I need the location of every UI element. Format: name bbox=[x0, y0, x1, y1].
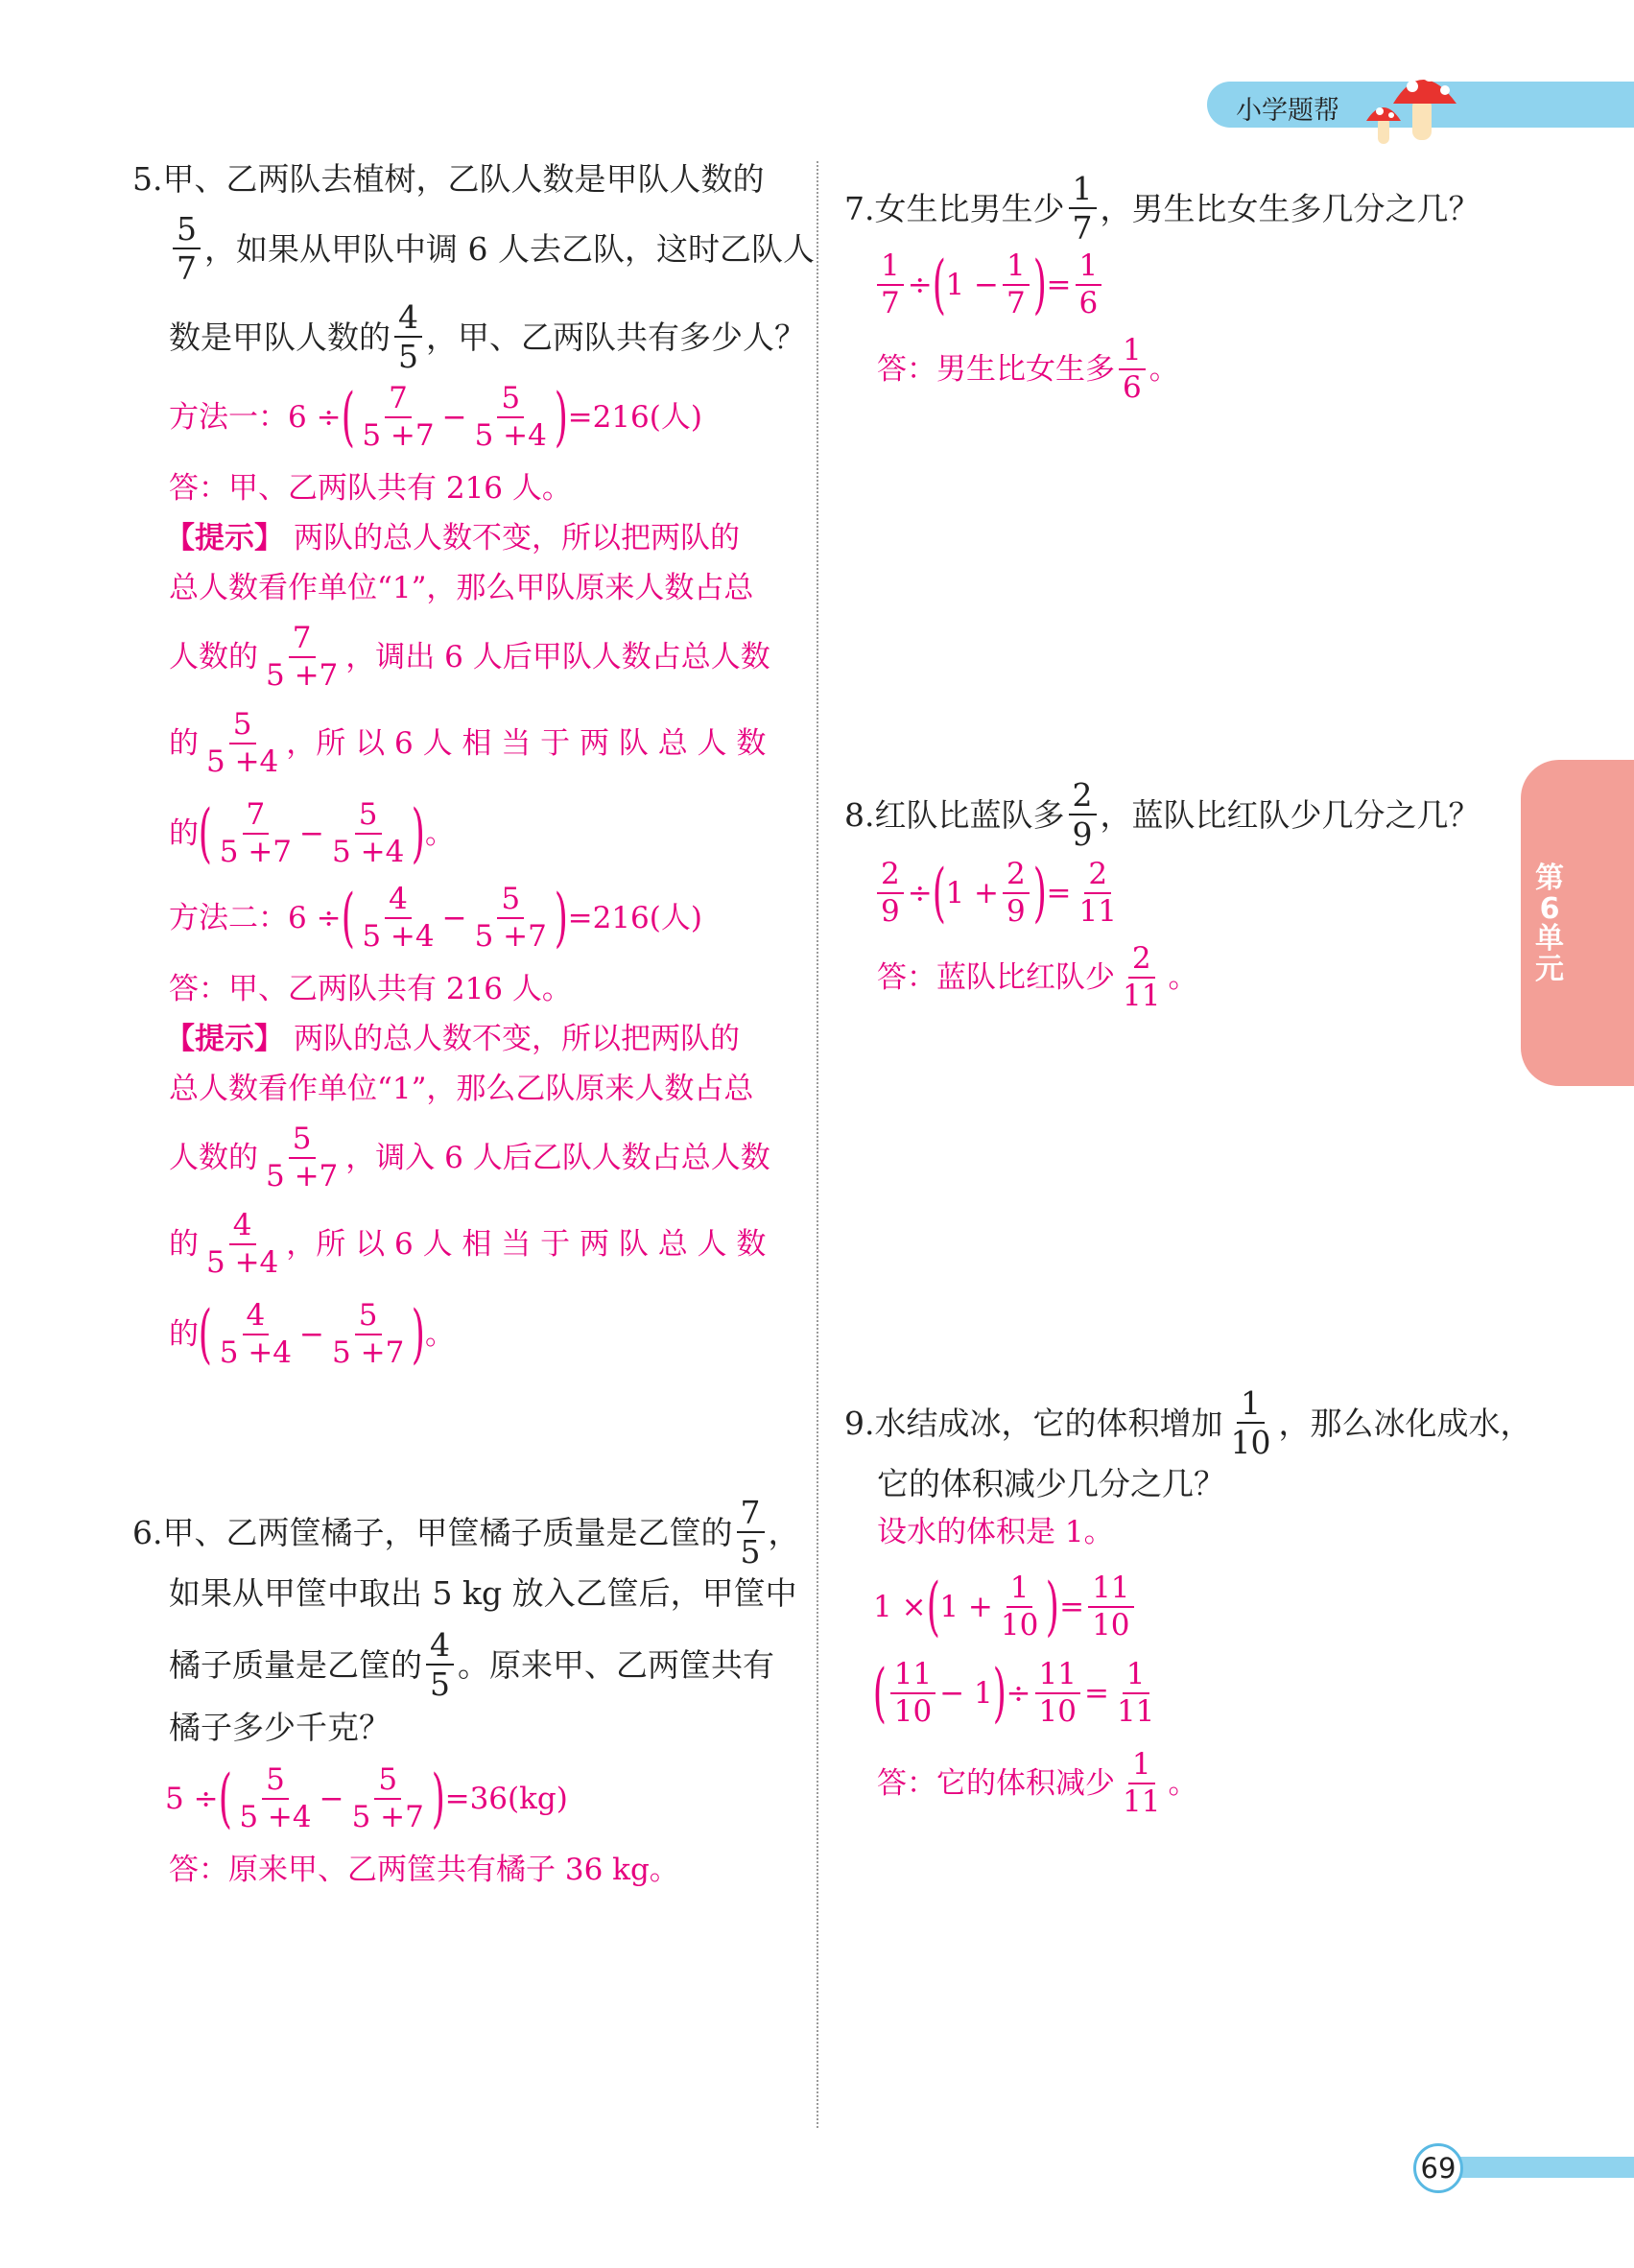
tip-text: 人数的 bbox=[169, 1140, 258, 1175]
fraction: $\frac{11}{10}$ bbox=[1088, 1573, 1133, 1641]
minus-sign: − bbox=[299, 1316, 325, 1352]
q6-calculation: 5 ÷ ( 5 5 +4 − $\frac{5}{5 +7}$ ) =36(kg) bbox=[165, 1761, 568, 1835]
fraction: 4 5 +4 bbox=[362, 882, 435, 954]
q8-calculation: $\frac{2}{9}$ ÷ ( 1 + $\frac{2}{9}$ ) = $\frac{2}{11}$ bbox=[873, 860, 1125, 927]
calc-text: 1 + bbox=[945, 875, 1000, 910]
tip-text: ，调入 6 人后乙队人数占总人数 bbox=[345, 1140, 770, 1175]
answer-text: 答：蓝队比红队少 bbox=[877, 959, 1115, 995]
q6-text: ， bbox=[768, 1513, 800, 1551]
fraction: $\frac{2}{11}$ bbox=[1078, 857, 1117, 929]
calc-text: 1 + bbox=[939, 1589, 993, 1624]
q9-line-1 bbox=[844, 1384, 1532, 1461]
q6-text: 如果从甲筐中取出 5 kg 放入乙筐后，甲筐中 bbox=[169, 1574, 797, 1612]
q7-line-1 bbox=[844, 170, 1480, 247]
answer-text: 答：甲、乙两队共有 216 人。 bbox=[169, 972, 572, 1006]
q5-line-2 bbox=[169, 210, 815, 287]
q6-text: 橘子质量是乙筐的 bbox=[169, 1645, 422, 1684]
tip-text: 人数的 bbox=[169, 639, 258, 674]
fraction: 1 7 bbox=[1069, 173, 1097, 244]
fraction: 7 5 +7 bbox=[219, 797, 293, 869]
fraction: 4 5 +4 bbox=[219, 1298, 293, 1370]
q5-tip1-line-3 bbox=[169, 621, 770, 693]
q6-answer bbox=[169, 1855, 679, 1885]
fraction: 5 5 +4 bbox=[239, 1762, 312, 1834]
q9-line-2 bbox=[877, 1465, 1225, 1502]
fraction: $\frac{1}{6}$ bbox=[1076, 251, 1102, 319]
operator: ÷ bbox=[1006, 1675, 1031, 1711]
tip-text: ，调出 6 人后甲队人数占总人数 bbox=[345, 639, 770, 674]
q7-text: ，男生比女生多几分之几？ bbox=[1100, 189, 1480, 227]
fraction: 2 11 bbox=[1123, 941, 1161, 1013]
operator: = bbox=[1046, 267, 1072, 302]
calc-text: 1 × bbox=[873, 1589, 927, 1624]
fraction: 5 7 bbox=[173, 213, 201, 284]
q8-text: 8.红队比蓝队多 bbox=[844, 795, 1065, 834]
method-label: 方法二：6 ÷ bbox=[169, 900, 342, 935]
fraction: $\frac{1}{11}$ bbox=[1116, 1657, 1155, 1729]
fraction: $\frac{2}{9}$ bbox=[1003, 860, 1030, 927]
fraction: $\frac{5}{5 +4}$ bbox=[474, 381, 547, 453]
method-label: 方法一：6 ÷ bbox=[169, 399, 342, 435]
q9-answer bbox=[877, 1747, 1198, 1819]
page-number: 69 bbox=[1413, 2143, 1463, 2193]
q9-calculation-1: 1 × ( 1 + $\frac{1}{10}$ ) = $\frac{11}{10}$ bbox=[873, 1573, 1138, 1641]
fraction: 7 5 bbox=[737, 1497, 765, 1568]
tip-text: 两队的总人数不变，所以把两队的 bbox=[294, 1022, 740, 1056]
q5-method2: 方法二：6 ÷ ( 4 5 +4 − $\frac{5}{5 +7}$ ) =216(人) bbox=[169, 881, 702, 955]
q5-answer-1 bbox=[169, 471, 572, 506]
setup-text: 设水的体积是 1。 bbox=[877, 1515, 1114, 1549]
fraction: $\frac{5}{5 +7}$ bbox=[474, 882, 547, 954]
answer-text: 答：甲、乙两队共有 216 人。 bbox=[169, 471, 572, 506]
fraction: $\frac{5}{5 +7}$ bbox=[351, 1762, 424, 1834]
q6-line-1 bbox=[132, 1494, 800, 1571]
result: =216(人) bbox=[567, 399, 702, 435]
fraction: 1 6 bbox=[1119, 336, 1146, 403]
q5-tip1-line-4 bbox=[169, 707, 767, 779]
q5-text: ，甲、乙两队共有多少人？ bbox=[426, 318, 806, 356]
q6-text: 橘子多少千克？ bbox=[169, 1709, 391, 1746]
q7-calculation: $\frac{1}{7}$ ÷ ( 1 − $\frac{1}{7}$ ) = $\frac{1}{6}$ bbox=[873, 251, 1105, 319]
fraction: 4 5 +4 bbox=[206, 1208, 279, 1280]
q5-text: 5.甲、乙两队去植树，乙队人数是甲队人数的 bbox=[132, 160, 765, 198]
fraction: 11 10 bbox=[890, 1660, 935, 1727]
period: 。 bbox=[425, 1316, 456, 1352]
q5-tip1-line-5: 的 ( 7 5 +7 − $\frac{5}{5 +4}$ ) 。 bbox=[169, 796, 456, 870]
q8-text: ，蓝队比红队少几分之几？ bbox=[1100, 795, 1480, 834]
calc-text: 1 − bbox=[945, 267, 1000, 302]
q5-method1: 方法一：6 ÷ ( 7 5 +7 − $\frac{5}{5 +4}$ ) =216(人) bbox=[169, 380, 702, 454]
operator: ÷ bbox=[907, 875, 933, 910]
fraction: 7 5 +7 bbox=[362, 381, 435, 453]
tip-text: 的 bbox=[169, 815, 199, 851]
answer-text: 。 bbox=[1168, 959, 1198, 995]
answer-text: 。 bbox=[1168, 1765, 1198, 1801]
q6-line-2 bbox=[169, 1574, 797, 1612]
fraction: 7 5 +7 bbox=[266, 621, 339, 693]
q8-answer bbox=[877, 941, 1198, 1013]
q6-text: 。原来甲、乙两筐共有 bbox=[458, 1645, 774, 1684]
result: =216(人) bbox=[567, 900, 702, 935]
tip-label: 【提示】 bbox=[165, 1022, 284, 1056]
fraction: $\frac{1}{10}$ bbox=[1000, 1571, 1039, 1642]
q5-line-3 bbox=[169, 298, 806, 375]
minus-sign: − bbox=[441, 399, 467, 435]
q9-text: ，那么冰化成水， bbox=[1278, 1404, 1532, 1442]
unit-tab-label: 第6单元 bbox=[1535, 862, 1564, 986]
minus-sign: − bbox=[441, 900, 467, 935]
q5-tip1-line-2 bbox=[169, 571, 754, 605]
calc-text: 5 ÷ bbox=[165, 1781, 219, 1816]
operator: ÷ bbox=[907, 267, 933, 302]
tip-text: 的 bbox=[169, 1316, 199, 1352]
fraction: $\frac{2}{9}$ bbox=[877, 860, 904, 927]
q5-text: 数是甲队人数的 bbox=[169, 318, 391, 356]
calc-text: − 1 bbox=[939, 1675, 993, 1711]
q5-answer-2 bbox=[169, 972, 572, 1006]
tip-text: 的 bbox=[169, 1226, 199, 1262]
fraction: 5 5 +4 bbox=[206, 707, 279, 779]
fraction: $\frac{1}{7}$ bbox=[1003, 251, 1030, 319]
fraction: $\frac{1}{7}$ bbox=[877, 251, 904, 319]
q7-text: 7.女生比男生少 bbox=[844, 189, 1065, 227]
tip-label: 【提示】 bbox=[165, 521, 284, 555]
q7-answer bbox=[877, 333, 1179, 405]
header-title: 小学题帮 bbox=[1236, 96, 1339, 126]
tip-text: ，所 以 6 人 相 当 于 两 队 总 人 数 bbox=[286, 725, 767, 761]
tip-text: 两队的总人数不变，所以把两队的 bbox=[294, 521, 740, 555]
footer-bar bbox=[1444, 2157, 1634, 2178]
column-divider bbox=[817, 161, 818, 2128]
period: 。 bbox=[425, 815, 456, 851]
operator: = bbox=[1083, 1675, 1109, 1711]
q8-line-1 bbox=[844, 776, 1480, 853]
q6-line-3 bbox=[169, 1626, 774, 1703]
q5-tip2-line-3 bbox=[169, 1124, 770, 1192]
answer-text: 。 bbox=[1149, 351, 1179, 387]
q5-tip1-line-1 bbox=[165, 521, 740, 555]
answer-text: 答：它的体积减少 bbox=[877, 1765, 1115, 1801]
q9-text: 9.水结成冰，它的体积增加 bbox=[844, 1404, 1223, 1442]
fraction: $\frac{5}{5 +7}$ bbox=[332, 1298, 405, 1370]
tip-text: ，所 以 6 人 相 当 于 两 队 总 人 数 bbox=[286, 1226, 767, 1262]
q9-calculation-2: ( 11 10 − 1 ) ÷ $\frac{11}{10}$ = $\frac{1}{11}$ bbox=[873, 1660, 1162, 1727]
q5-tip2-line-5: 的 ( 4 5 +4 − $\frac{5}{5 +7}$ ) 。 bbox=[169, 1297, 456, 1371]
fraction: 4 5 bbox=[394, 301, 422, 372]
result: =36(kg) bbox=[444, 1781, 568, 1816]
q6-line-4 bbox=[169, 1709, 391, 1746]
q5-tip2-line-2 bbox=[169, 1072, 754, 1106]
answer-text: 答：原来甲、乙两筐共有橘子 36 kg。 bbox=[169, 1853, 679, 1887]
fraction: 2 9 bbox=[1069, 779, 1097, 850]
fraction: $\frac{5}{5 +4}$ bbox=[332, 797, 405, 869]
operator: = bbox=[1059, 1589, 1085, 1624]
q5-line-1 bbox=[132, 160, 765, 198]
tip-text: 总人数看作单位“1”，那么甲队原来人数占总 bbox=[169, 571, 754, 605]
tip-text: 总人数看作单位“1”，那么乙队原来人数占总 bbox=[169, 1072, 754, 1106]
mushroom-icon bbox=[1353, 56, 1468, 148]
tip-text: 的 bbox=[169, 725, 199, 761]
operator: = bbox=[1046, 875, 1072, 910]
fraction: 1 11 bbox=[1123, 1747, 1161, 1819]
q6-text: 6.甲、乙两筐橘子，甲筐橘子质量是乙筐的 bbox=[132, 1513, 733, 1551]
q9-text: 它的体积减少几分之几？ bbox=[877, 1465, 1225, 1502]
minus-sign: − bbox=[319, 1781, 344, 1816]
minus-sign: − bbox=[299, 815, 325, 851]
fraction: 4 5 bbox=[426, 1629, 454, 1700]
fraction: 1 10 bbox=[1230, 1384, 1271, 1461]
fraction: $\frac{11}{10}$ bbox=[1035, 1660, 1080, 1727]
q5-tip2-line-1 bbox=[165, 1022, 740, 1056]
q5-text: ，如果从甲队中调 6 人去乙队，这时乙队人 bbox=[204, 229, 815, 268]
q5-tip2-line-4 bbox=[169, 1208, 767, 1280]
answer-text: 答：男生比女生多 bbox=[877, 351, 1115, 387]
fraction: 5 5 +7 bbox=[266, 1122, 339, 1193]
q9-setup bbox=[877, 1515, 1114, 1549]
